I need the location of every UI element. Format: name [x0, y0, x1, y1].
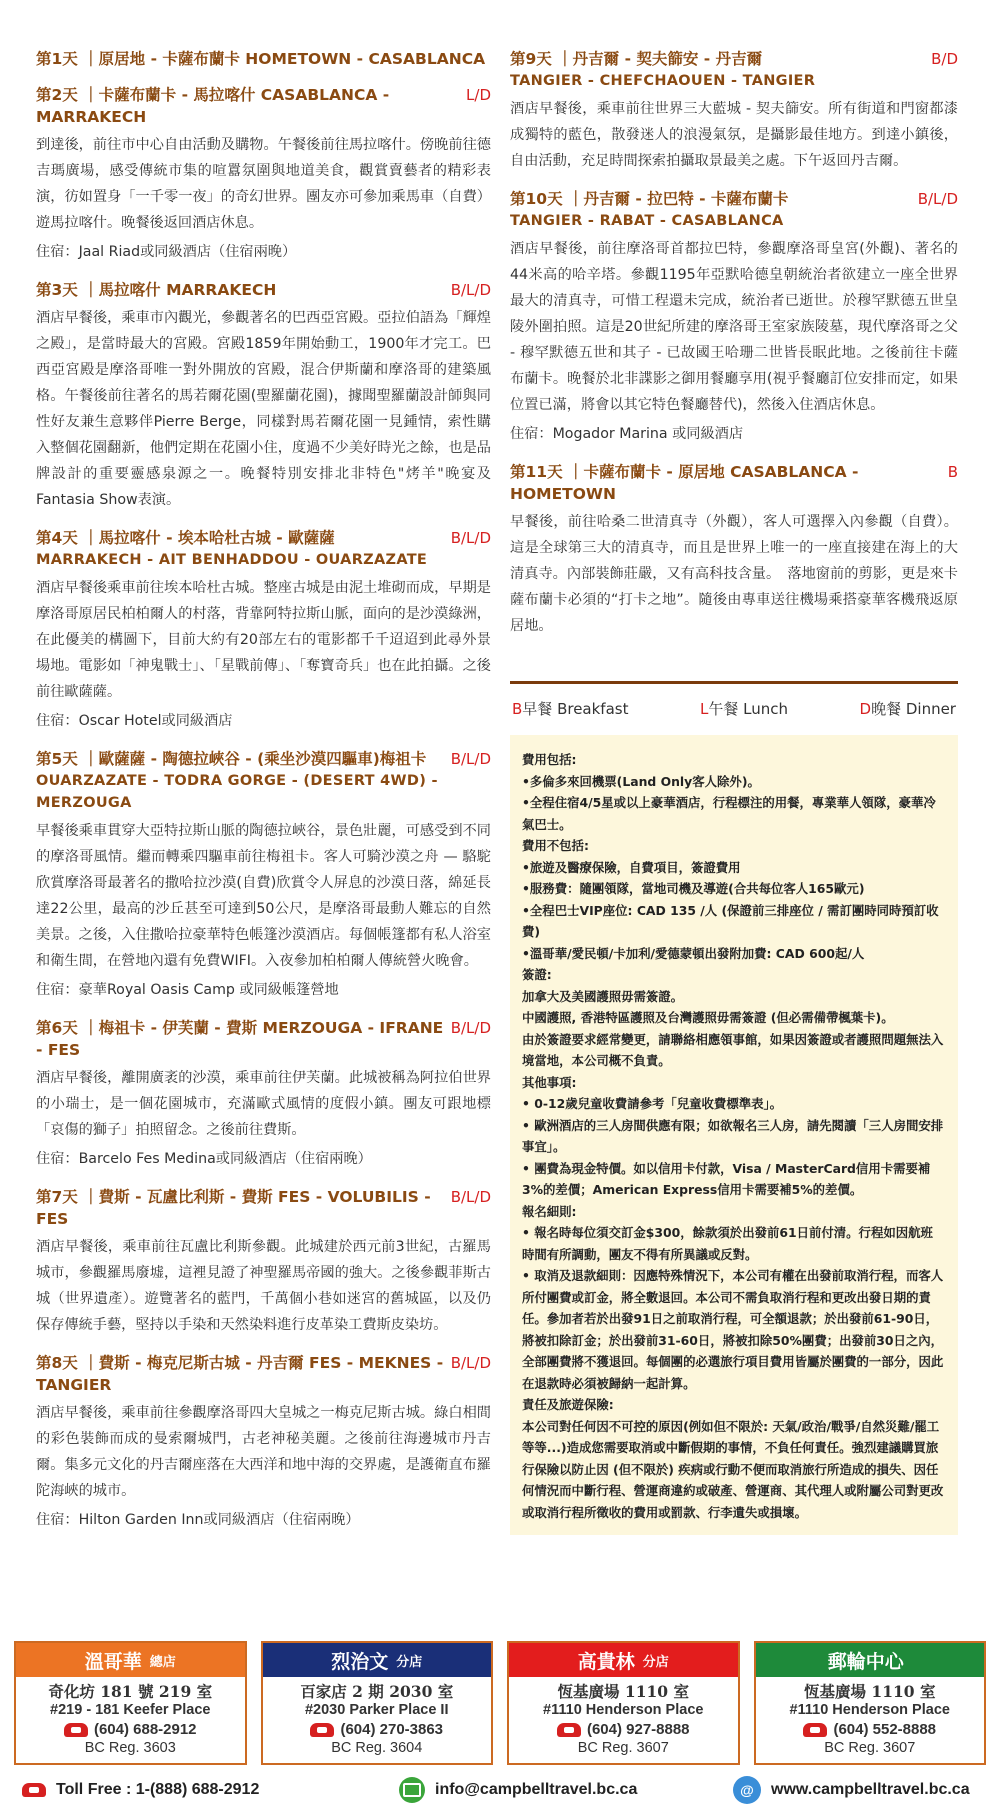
office-address-en: #1110 Henderson Place	[789, 1702, 950, 1718]
email-link[interactable]: info@campbelltravel.bc.ca	[435, 1781, 638, 1798]
day-meals: B/L/D	[450, 1354, 491, 1372]
meal-legend	[510, 698, 958, 719]
office-address-en: #1110 Henderson Place	[543, 1702, 704, 1718]
day-title: 第11天 ｜卡薩布蘭卡 - 原居地 CASABLANCA - HOMETOWN	[510, 463, 859, 503]
day-title: 第10天 ｜丹吉爾 - 拉巴特 - 卡薩布蘭卡	[510, 190, 789, 208]
day-description: 酒店早餐後，乘車前往參觀摩洛哥四大皇城之一梅克尼斯古城。綠白相間的彩色裝飾而成的曼索爾城門，古老神秘美麗。之後前往海邊城市丹吉爾。集多元文化的丹吉爾座落在大西洋和地中海的交界處，是護衛直布羅陀海峽的城市。	[36, 1405, 491, 1499]
day-accommodation: 住宿：豪華Royal Oasis Camp 或同級帳篷營地	[36, 982, 339, 998]
terms-line: •溫哥華/愛民頓/卡加利/愛德蒙頓出發附加費: CAD 600起/人	[522, 945, 865, 961]
terms-heading: 簽證:	[522, 967, 552, 982]
office-name: 溫哥華	[84, 1650, 142, 1673]
phone-icon	[557, 1723, 581, 1737]
itinerary-right-column	[510, 48, 958, 1535]
itinerary-left-column	[36, 48, 491, 1547]
office-reg: BC Reg. 3607	[577, 1740, 669, 1756]
terms-line: • 歐洲酒店的三人房間供應有限；如欲報名三人房，請先閱讀「三人房間安排事宜」。	[522, 1117, 944, 1154]
office-branch: 總店	[149, 1654, 176, 1670]
office-phone[interactable]: (604) 927-8888	[586, 1721, 690, 1738]
day-meals: B/L/D	[450, 750, 491, 768]
day-title: 第4天 ｜馬拉喀什 - 埃本哈杜古城 - 歐薩薩	[36, 529, 335, 547]
office-phone[interactable]: (604) 270-3863	[340, 1721, 444, 1738]
office-address-cn: 百家店 2 期 2030 室	[300, 1682, 454, 1701]
day-8	[36, 1352, 491, 1533]
footer-contact	[14, 1772, 986, 1808]
day-title: 第3天 ｜馬拉喀什 MARRAKECH	[36, 281, 277, 299]
office-branch: 分店	[642, 1654, 669, 1670]
day-title: 第5天 ｜歐薩薩 - 陶德拉峽谷 - (乘坐沙漠四驅車)梅祖卡	[36, 750, 427, 768]
terms-heading: 費用不包括:	[522, 838, 589, 853]
day-3	[36, 279, 491, 513]
day-title: 第1天 ｜原居地 - 卡薩布蘭卡 HOMETOWN - CASABLANCA	[36, 50, 486, 68]
day-route: MARRAKECH - AIT BENHADDOU - OUARZAZATE	[36, 552, 428, 568]
day-accommodation: 住宿：Oscar Hotel或同級酒店	[36, 713, 233, 729]
legend-lunch: L午餐 Lunch	[700, 700, 788, 718]
office-address-cn: 奇化坊 181 號 219 室	[48, 1682, 213, 1701]
day-meals: B/L/D	[450, 1188, 491, 1206]
terms-line: 由於簽證要求經常變更，請聯絡相應領事館，如果因簽證或者護照問題無法入境當地，本公司概不負責。	[522, 1031, 944, 1068]
day-6	[36, 1017, 491, 1172]
office-name: 高貴林	[577, 1650, 635, 1673]
office-card	[261, 1641, 494, 1765]
office-header	[756, 1643, 985, 1677]
terms-line: •全程巴士VIP座位: CAD 135 /人 (保證前三排座位 / 需訂團時同時預訂收費)	[522, 902, 939, 939]
day-7	[36, 1186, 491, 1338]
office-header	[16, 1643, 245, 1677]
day-title: 第2天 ｜卡薩布蘭卡 - 馬拉喀什 CASABLANCA - MARRAKECH	[36, 86, 390, 126]
day-title: 第8天 ｜費斯 - 梅克尼斯古城 - 丹吉爾 FES - MEKNES - TANGIER	[36, 1354, 444, 1394]
day-meals: B	[947, 463, 958, 481]
office-phone[interactable]: (604) 688-2912	[93, 1721, 197, 1738]
day-meals: B/D	[931, 50, 958, 68]
tollfree-item	[14, 1781, 344, 1799]
office-reg: BC Reg. 3604	[331, 1740, 423, 1756]
phone-icon	[64, 1723, 88, 1737]
day-description: 酒店早餐後，離開廣袤的沙漠，乘車前往伊芙蘭。此城被稱為阿拉伯世界的小瑞士，是一個花園城市，充滿歐式風情的度假小鎮。團友可跟地標「哀傷的獅子」拍照留念。之後前往費斯。	[36, 1070, 491, 1138]
divider	[510, 681, 958, 684]
day-4	[36, 527, 491, 734]
office-address-cn: 恆基廣場 1110 室	[804, 1682, 936, 1701]
phone-icon	[803, 1723, 827, 1737]
globe-icon: @	[733, 1776, 761, 1804]
day-9	[510, 48, 958, 174]
website-link[interactable]: www.campbelltravel.bc.ca	[771, 1781, 970, 1798]
day-description: 早餐後乘車貫穿大亞特拉斯山脈的陶德拉峽谷，景色壯麗，可感受到不同的摩洛哥風情。繼而轉乘四驅車前往梅祖卡。客人可騎沙漠之舟 — 駱駝欣賞摩洛哥最著名的撒哈拉沙漠(自費)欣賞令人屏息的沙漠日落，綿延長達22公里，最高的沙丘甚至可達到50公尺，是摩洛哥最動人難忘的自然美景。之後，入住撒哈拉豪華特色帳篷沙漠酒店。每個帳篷都有私人浴室和衛生間，在營地內還有免費WIFI。入夜參加柏柏爾人傳統營火晚會。	[36, 823, 491, 969]
day-meals: B/L/D	[450, 281, 491, 299]
day-route: TANGIER - CHEFCHAOUEN - TANGIER	[510, 73, 816, 89]
office-reg: BC Reg. 3603	[84, 1740, 176, 1756]
day-accommodation: 住宿：Barcelo Fes Medina或同級酒店（住宿兩晚）	[36, 1151, 372, 1167]
terms-line: • 0-12歲兒童收費請參考「兒童收費標準表」。	[522, 1096, 783, 1111]
office-card	[14, 1641, 247, 1765]
day-1	[36, 48, 491, 70]
office-header	[509, 1643, 738, 1677]
day-title: 第7天 ｜費斯 - 瓦盧比利斯 - 費斯 FES - VOLUBILIS - FES	[36, 1188, 431, 1228]
terms-line: • 報名時每位須交訂金$300，餘款須於出發前61日前付清。行程如因航班時間有所調動，團友不得有所異議或反對。	[522, 1225, 933, 1262]
terms-heading: 費用包括:	[522, 752, 577, 767]
terms-box	[510, 735, 958, 1535]
office-phone[interactable]: (604) 552-8888	[833, 1721, 937, 1738]
terms-line: • 團費為現金特價。如以信用卡付款，Visa / MasterCard信用卡需要補3%的差價；American Express信用卡需要補5%的差價。	[522, 1160, 931, 1197]
day-route: TANGIER - RABAT - CASABLANCA	[510, 213, 784, 229]
office-card	[507, 1641, 740, 1765]
terms-heading: 其他事項:	[522, 1074, 577, 1090]
day-title: 第6天 ｜梅祖卡 - 伊芙蘭 - 費斯 MERZOUGA - IFRANE - FES	[36, 1019, 444, 1059]
office-list	[14, 1641, 986, 1765]
email-item	[399, 1777, 719, 1803]
terms-line: 加拿大及美國護照毋需簽證。	[522, 988, 684, 1004]
day-accommodation: 住宿：Hilton Garden Inn或同級酒店（住宿兩晚）	[36, 1512, 360, 1528]
day-11	[510, 461, 958, 639]
office-reg: BC Reg. 3607	[824, 1740, 916, 1756]
day-description: 酒店早餐後，乘車前往瓦盧比利斯參觀。此城建於西元前3世紀，古羅馬城市，參觀羅馬廢墟，這裡見證了神聖羅馬帝國的強大。之後參觀菲斯古城（世界遺產）。遊覽著名的藍門，千萬個小巷如迷宮的舊城區，以及仍保存傳統手藝，堅持以手染和天然染料進行皮革染工費斯皮染坊。	[36, 1239, 491, 1333]
legend-breakfast: B早餐 Breakfast	[512, 700, 629, 718]
day-description: 到達後，前往市中心自由活動及購物。午餐後前往馬拉喀什。傍晚前往德吉瑪廣場，感受傳統市集的喧囂氛圍與地道美食，觀賞賣藝者的精彩表演，彷如置身「一千零一夜」的奇幻世界。團友亦可參加乘馬車（自費）遊馬拉喀什。晚餐後返回酒店休息。	[36, 137, 491, 231]
terms-heading: 報名細則:	[522, 1203, 577, 1219]
terms-heading: 責任及旅遊保險:	[522, 1397, 614, 1412]
day-5	[36, 748, 491, 1003]
phone-icon	[310, 1723, 334, 1737]
office-address-cn: 恆基廣場 1110 室	[557, 1682, 689, 1701]
day-route: OUARZAZATE - TODRA GORGE - (DESERT 4WD) - MERZOUGA	[36, 773, 438, 811]
day-2	[36, 84, 491, 265]
website-item	[733, 1776, 970, 1804]
day-description: 酒店早餐後乘車前往埃本哈杜古城。整座古城是由泥土堆砌而成，早期是摩洛哥原居民柏柏爾人的村落，背靠阿特拉斯山脈，面向的是沙漠綠洲，在此優美的構圖下，目前大約有20部左右的電影都千千迢迢到此尋外景場地。電影如「神鬼戰士」、「星戰前傳」、「奪寶奇兵」也在此拍攝。之後前往歐薩薩。	[36, 580, 491, 700]
office-card	[754, 1641, 987, 1765]
office-address-en: #2030 Parker Place II	[304, 1702, 449, 1718]
terms-line: •服務費：隨團領隊，當地司機及導遊(合共每位客人165歐元)	[522, 881, 865, 896]
day-meals: B/L/D	[450, 529, 491, 547]
day-title: 第9天 ｜丹吉爾 - 契夫篩安 - 丹吉爾	[510, 50, 763, 68]
office-name: 烈治文	[331, 1650, 389, 1673]
terms-line: •多倫多來回機票(Land Only客人除外)。	[522, 773, 760, 789]
terms-line: • 取消及退款細則：因應特殊情況下，本公司有權在出發前取消行程，而客人所付團費或訂金，將全數退回。本公司不需負取消行程和更改出發日期的責任。參加者若於出發91日之前取消行程，可全額退款；於出發前61-90日，將被扣除訂金；於出發前31-60日，將被扣除50%團費；出發前30日之內，全部團費將不獲退回。每個團的必選旅行項目費用皆屬於團費的一部分，因此在退款時必須被歸納一起計算。	[522, 1268, 944, 1391]
day-description: 酒店早餐後，乘車前往世界三大藍城 - 契夫篩安。所有街道和門窗都漆成獨特的藍色，散發迷人的浪漫氣氛，是攝影最佳地方。到達小鎮後，自由活動，充足時間探索拍攝取景最美之處。下午返回丹吉爾。	[510, 101, 958, 169]
terms-line: •全程住宿4/5星或以上豪華酒店，行程標注的用餐，專業華人領隊，豪華冷氣巴士。	[522, 795, 936, 832]
office-address-en: #219 - 181 Keefer Place	[50, 1702, 211, 1718]
day-meals: B/L/D	[917, 190, 958, 208]
day-description: 酒店早餐後，前往摩洛哥首都拉巴特，參觀摩洛哥皇宮(外觀)、著名的44米高的哈辛塔。參觀1195年亞默哈德皇朝統治者欲建立一座全世界最大的清真寺，可惜工程還未完成，統治者已逝世。於穆罕默德五世皇陵外圍拍照。這是20世紀所建的摩洛哥王室家族陵墓，現代摩洛哥之父 - 穆罕默德五世和其子 - 已故國王哈珊二世皆長眠此地。之後前往卡薩布蘭卡。晚餐於北非諜影之御用餐廳享用(視乎餐廳訂位安排而定，如果位置已滿，將會以其它特色餐廳替代)，然後入住酒店休息。	[510, 241, 958, 413]
day-10	[510, 188, 958, 447]
terms-line: 中國護照, 香港特區護照及台灣護照毋需簽證 (但必需備帶楓葉卡)。	[522, 1010, 894, 1025]
email-icon	[399, 1777, 425, 1803]
day-accommodation: 住宿：Mogador Marina 或同級酒店	[510, 426, 744, 442]
day-accommodation: 住宿：Jaal Riad或同級酒店（住宿兩晚）	[36, 244, 297, 260]
legend-dinner: D晚餐 Dinner	[859, 700, 956, 718]
day-meals: L/D	[466, 86, 491, 104]
phone-icon	[22, 1783, 46, 1797]
terms-line: 本公司對任何因不可控的原因(例如但不限於: 天氣/政治/戰爭/自然災難/罷工等等...)造成您需要取消或中斷假期的事情，不負任何責任。強烈建議購買旅行保險以防止因 (但不限於) 疾病或行動不便而取消旅行所造成的損失、因任何情況而中斷行程、營運商違約或破產、營運商、其代理人或附屬公司對更改或取消行程所徵收的費用或罰款、行李遺失或損壞。	[522, 1418, 944, 1520]
day-description: 酒店早餐後，乘車市內觀光，參觀著名的巴西亞宮殿。亞拉伯語為「輝煌之殿」，是當時最大的宮殿。宮殿1859年開始動工，1900年才完工。巴西亞宮殿是摩洛哥唯一對外開放的宮殿，混合伊斯蘭和摩洛哥的建築風格。午餐後前往著名的馬若爾花園(聖羅蘭花園)，據聞聖羅蘭設計師與同性好友兼生意夥伴Pierre Berge，同樣對馬若爾花園一見鍾情，索性購入整個花園翻新，他們定期在花園小住，度過不少美好時光之餘，也是品牌設計的重要靈感泉源之一。晚餐特別安排北非特色"烤羊"晚宴及Fantasia Show表演。	[36, 310, 491, 508]
day-description: 早餐後，前往哈桑二世清真寺（外觀），客人可選擇入內參觀（自費）。這是全球第三大的清真寺，而且是世界上唯一的一座直接建在海上的大清真寺。內部裝飾莊嚴，又有高科技含量。 落地窗前的剪影，更是來卡薩布蘭卡必須的“打卡之地”。隨後由專車送往機場乘搭豪華客機飛返原居地。	[510, 514, 958, 634]
office-name: 郵輪中心	[827, 1650, 904, 1673]
office-branch: 分店	[396, 1654, 423, 1670]
terms-line: •旅遊及醫療保險，自費項目，簽證費用	[522, 859, 741, 875]
tollfree-number[interactable]: Toll Free : 1-(888) 688-2912	[56, 1781, 260, 1798]
day-meals: B/L/D	[450, 1019, 491, 1037]
office-header	[263, 1643, 492, 1677]
